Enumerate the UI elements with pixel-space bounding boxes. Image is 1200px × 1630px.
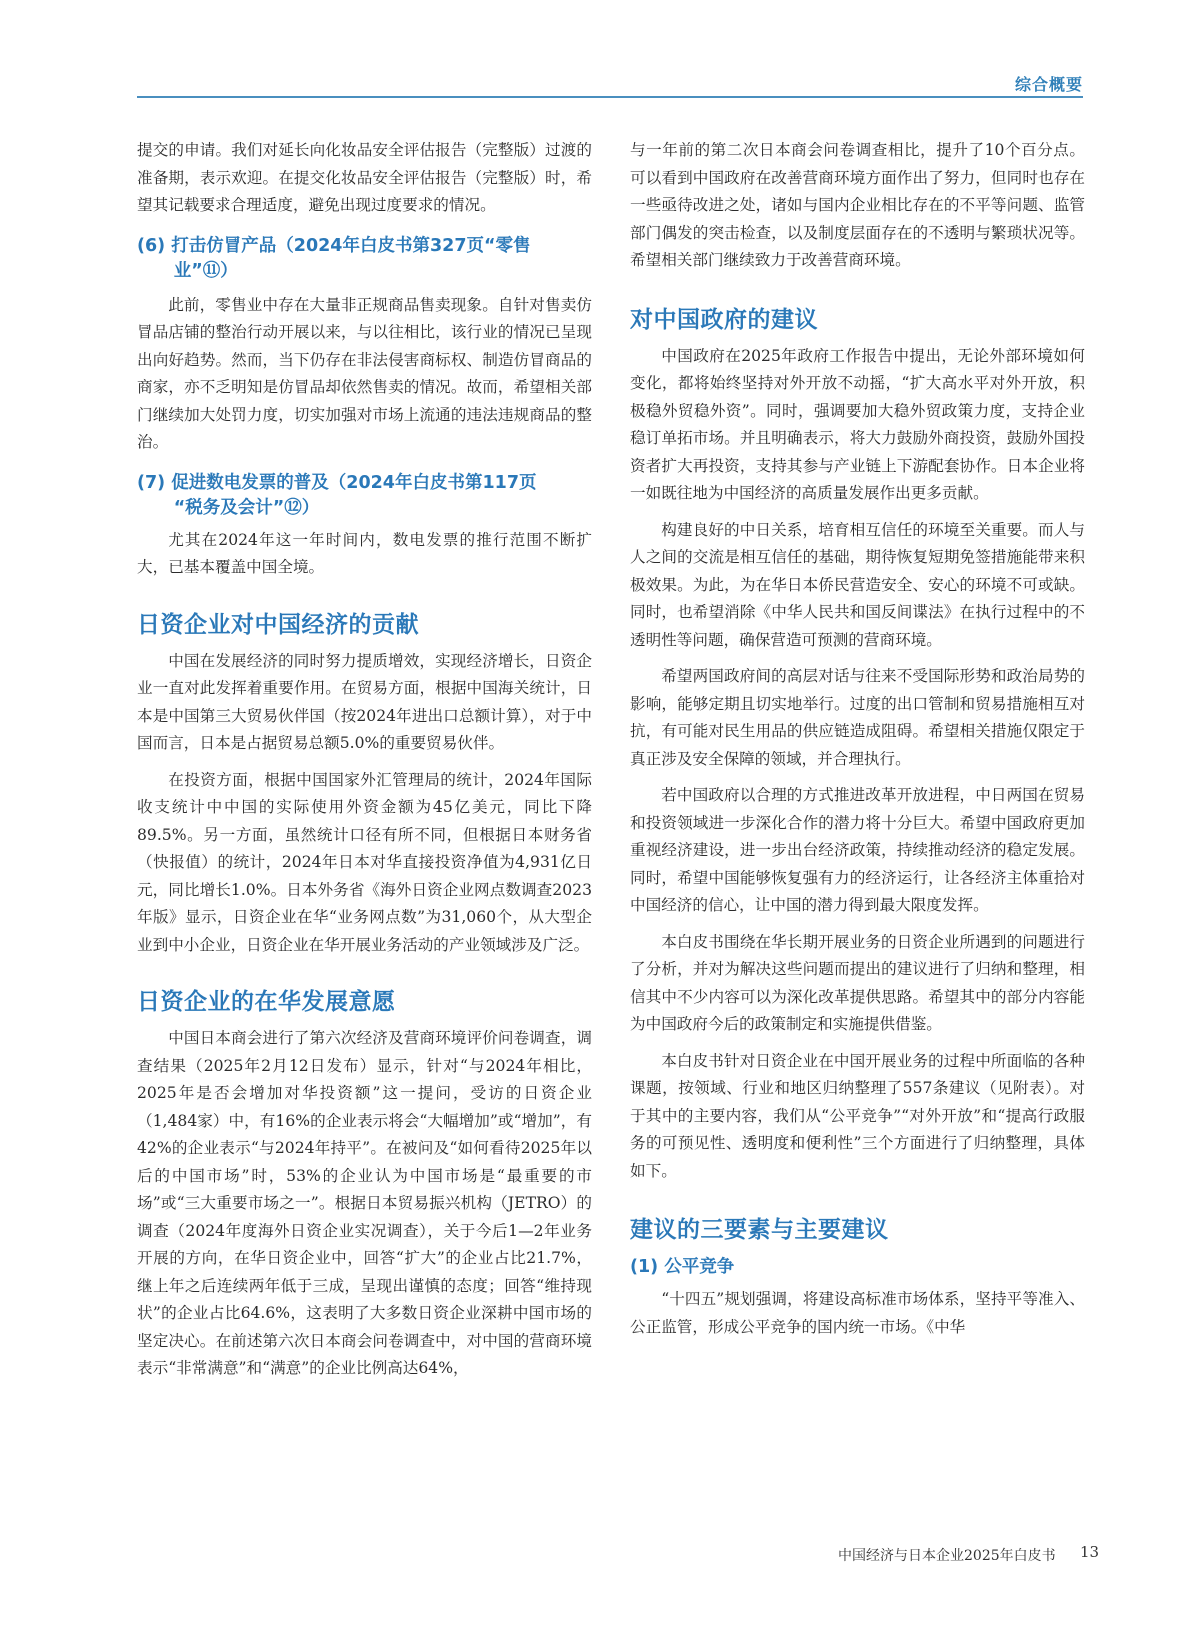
- right-column: [630, 137, 1085, 1350]
- section-heading-intent: 日资企业的在华发展意愿: [137, 989, 396, 1015]
- page-number: 13: [1080, 1543, 1100, 1561]
- section-heading-contribution: 日资企业对中国经济的贡献: [137, 611, 419, 638]
- header-section-label: 综合概要: [1014, 75, 1083, 94]
- paragraph: 本白皮书围绕在华长期开展业务的日资企业所遇到的问题进行了分析，并对为解决这些问题而提出的建议进行了归纳和整理，相信其中不少内容可以为深化改革提供思路。希望其中的部分内容能为中国政府今后的政策制定和实施提供借鉴。: [630, 932, 1085, 1033]
- heading-line: “税务及会计”⑫）: [173, 497, 320, 518]
- subsection-heading-6: [137, 234, 592, 284]
- heading-line: 业”⑪）: [173, 260, 238, 281]
- heading-line: (7) 促进数电发票的普及（2024年白皮书第117页: [137, 472, 537, 493]
- paragraph: 此前，零售业中存在大量非正规商品售卖现象。自针对售卖仿冒品店铺的整治行动开展以来，与以往相比，该行业的情况已呈现出向好趋势。然而，当下仍存在非法侵害商标权、制造仿冒商品的商家，亦不乏明知是仿冒品却依然售卖的情况。故而，希望相关部门继续加大处罚力度，切实加强对市场上流通的违法违规商品的整治。: [137, 295, 592, 451]
- paragraph: 中国政府在2025年政府工作报告中提出，无论外部环境如何变化，都将始终坚持对外开放不动摇，“扩大高水平对外开放，积极稳外贸稳外资”。同时，强调要加大稳外贸政策力度，支持企业稳订单拓市场。并且明确表示，将大力鼓励外商投资，鼓励外国投资者扩大再投资，支持其参与产业链上下游配套协作。日本企业将一如既往地为中国经济的高质量发展作出更多贡献。: [630, 346, 1085, 502]
- left-column: [137, 137, 592, 1392]
- paragraph: 希望两国政府间的高层对话与往来不受国际形势和政治局势的影响，能够定期且切实地举行。过度的出口管制和贸易措施相互对抗，有可能对民生用品的供应链造成阻碍。希望相关措施仅限定于真正涉及安全保障的领域，并合理执行。: [630, 667, 1085, 768]
- subsection-heading-1: (1) 公平竞争: [630, 1257, 735, 1277]
- section-heading-proposal: 对中国政府的建议: [630, 306, 818, 333]
- footer-publication-title: 中国经济与日本企业2025年白皮书: [838, 1548, 1056, 1564]
- paragraph: 尤其在2024年这一年时间内，数电发票的推行范围不断扩大，已基本覆盖中国全境。: [137, 530, 592, 576]
- paragraph: 本白皮书针对日资企业在中国开展业务的过程中所面临的各种课题，按领域、行业和地区归纳整理了557条建议（见附表）。对于其中的主要内容，我们从“公平竞争”“对外开放”和“提高行政服务的可预见性、透明度和便利性”三个方面进行了归纳整理，具体如下。: [630, 1051, 1085, 1180]
- paragraph: 中国在发展经济的同时努力提质增效，实现经济增长，日资企业一直对此发挥着重要作用。在贸易方面，根据中国海关统计，日本是中国第三大贸易伙伴国（按2024年进出口总额计算），对于中国而言，日本是占据贸易总额5.0%的重要贸易伙伴。: [137, 651, 592, 752]
- header-rule: [137, 96, 1083, 98]
- paragraph: 与一年前的第二次日本商会问卷调查相比，提升了10个百分点。可以看到中国政府在改善营商环境方面作出了努力，但同时也存在一些亟待改进之处，诸如与国内企业相比存在的不平等问题、监管部门偶发的突击检查，以及制度层面存在的不透明与繁琐状况等。希望相关部门继续致力于改善营商环境。: [630, 141, 1085, 269]
- paragraph: 构建良好的中日关系，培育相互信任的环境至关重要。而人与人之间的交流是相互信任的基础，期待恢复短期免签措施能带来积极效果。为此，为在华日本侨民营造安全、安心的环境不可或缺。同时，也希望消除《中华人民共和国反间谍法》在执行过程中的不透明性等问题，确保营造可预测的营商环境。: [630, 520, 1085, 649]
- section-heading-elements: 建议的三要素与主要建议: [630, 1217, 889, 1243]
- paragraph: 中国日本商会进行了第六次经济及营商环境评价问卷调查，调查结果（2025年2月12日发布）显示，针对“与2024年相比，2025年是否会增加对华投资额”这一提问，受访的日资企业（1,484家）中，有16%的企业表示将会“大幅增加”或“增加”，有42%的企业表示“与2024年持平”。在被问及“如何看待2025年以后的中国市场”时，53%的企业认为中国市场是“最重要的市场”或“三大重要市场之一”。根据日本贸易振兴机构（JETRO）的调查（2024年度海外日资企业实况调查），关于今后1—2年业务开展的方向，在华日资企业中，回答“扩大”的企业占比21.7%，继上年之后连续两年低于三成，呈现出谨慎的态度；回答“维持现状”的企业占比64.6%，这表明了大多数日资企业深耕中国市场的坚定决心。在前述第六次日本商会问卷调查中，对中国的营商环境表示“非常满意”和“满意”的企业比例高达64%，: [137, 1029, 592, 1377]
- subsection-heading-7: [137, 471, 592, 521]
- paragraph: 在投资方面，根据中国国家外汇管理局的统计，2024年国际收支统计中中国的实际使用外资金额为45亿美元，同比下降89.5%。另一方面，虽然统计口径有所不同，但根据日本财务省（快报值）的统计，2024年日本对华直接投资净值为4,931亿日元，同比增长1.0%。日本外务省《海外日资企业网点数调查2023年版》显示，日资企业在华“业务网点数”为31,060个，从大型企业到中小企业，日资企业在华开展业务活动的产业领域涉及广泛。: [137, 770, 592, 954]
- paragraph: 提交的申请。我们对延长向化妆品安全评估报告（完整版）过渡的准备期，表示欢迎。在提交化妆品安全评估报告（完整版）时，希望其记载要求合理适度，避免出现过度要求的情况。: [137, 141, 592, 214]
- heading-line: (6) 打击仿冒产品（2024年白皮书第327页“零售: [137, 235, 531, 256]
- paragraph: 若中国政府以合理的方式推进改革开放进程，中日两国在贸易和投资领域进一步深化合作的潜力将十分巨大。希望中国政府更加重视经济建设，进一步出台经济政策，持续推动经济的稳定发展。同时，希望中国能够恢复强有力的经济运行，让各经济主体重拾对中国经济的信心，让中国的潜力得到最大限度发挥。: [630, 786, 1085, 914]
- paragraph: “十四五”规划强调，将建设高标准市场体系，坚持平等准入、公正监管，形成公平竞争的国内统一市场。《中华: [630, 1290, 1085, 1336]
